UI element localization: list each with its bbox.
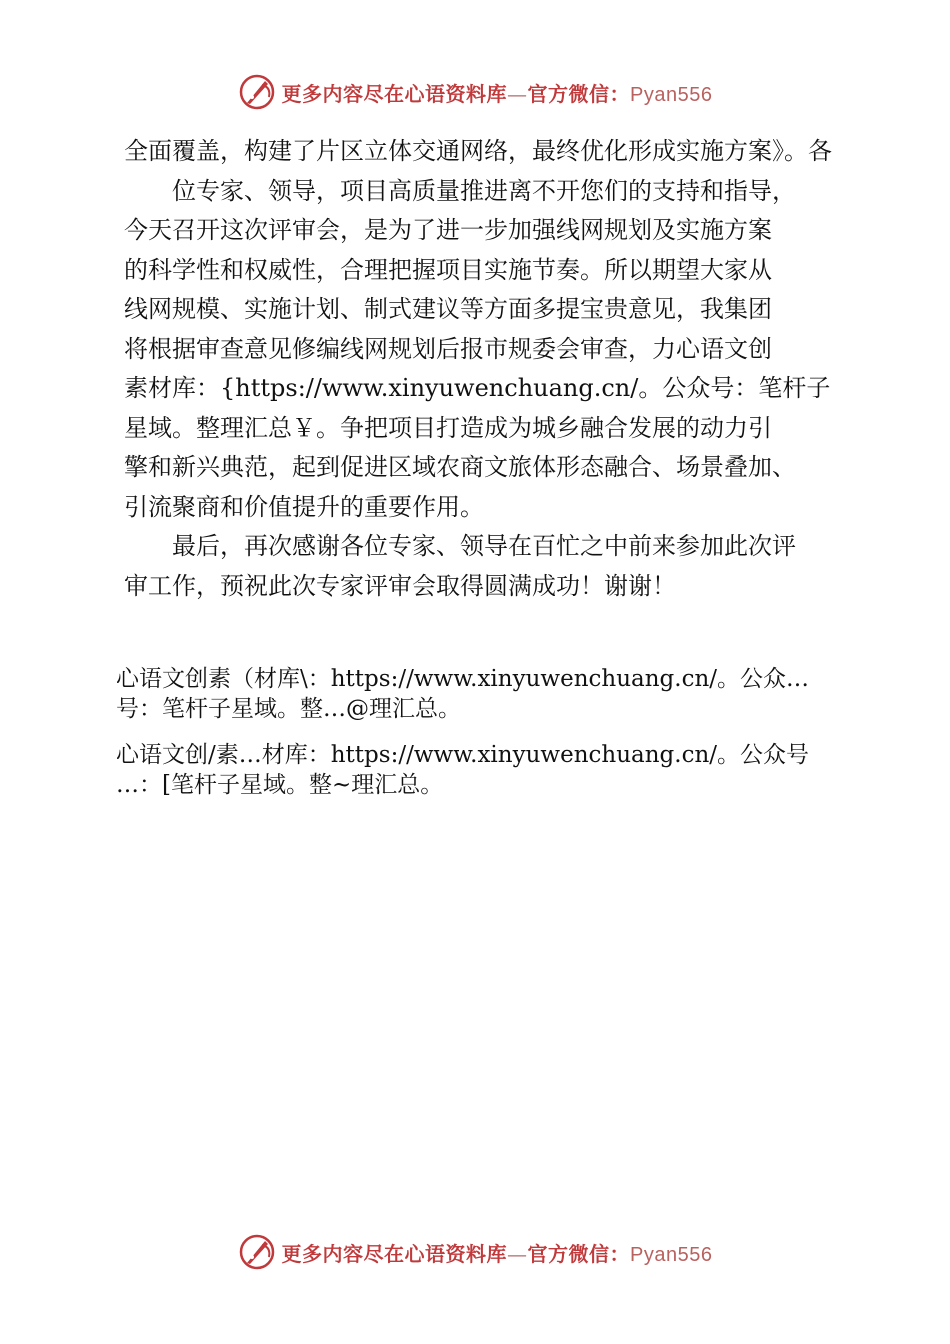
body-line: 星域。整理汇总￥。争把项目打造成为城乡融合发展的动力引 [124, 413, 772, 442]
source-note-line: 心语文创素（材库\：https://www.xinyuwenchuang.cn/。公众… [116, 666, 810, 692]
body-line: 的科学性和权威性，合理把握项目实施节奏。所以期望大家从 [124, 255, 772, 284]
quill-pen-logo-icon [238, 73, 276, 111]
banner-wechat-label: 官方微信： [527, 81, 631, 106]
source-note [116, 664, 856, 724]
body-line: 将根据审查意见修编线网规划后报市规委会审查，力心语文创 [124, 334, 772, 363]
source-note-line: 号：笔杆子星域。整…@理汇总。 [116, 696, 461, 722]
body-line: 全面覆盖，构建了片区立体交通网络，最终优化形成实施方案》。各 [124, 137, 832, 165]
banner-title: 更多内容尽在心语资料库 [281, 81, 508, 106]
banner-title: 更多内容尽在心语资料库 [281, 1241, 508, 1266]
source-note [116, 740, 856, 800]
source-note-line: …：[笔杆子星域。整~理汇总。 [116, 772, 444, 798]
body-line: 线网规模、实施计划、制式建议等方面多提宝贵意见，我集团 [124, 295, 772, 323]
banner-text [282, 1238, 713, 1267]
body-line: 素材库：{https://www.xinyuwenchuang.cn/。公众号：笔杆子 [124, 374, 831, 402]
banner-wechat-label: 官方微信： [527, 1241, 631, 1266]
banner-wechat-id: Pyan556 [630, 83, 713, 106]
source-notes [116, 664, 856, 816]
body-line: 今天召开这次评审会，是为了进一步加强线网规划及实施方案 [124, 216, 772, 244]
body-line: 位专家、领导，项目高质量推进离不开您们的支持和指导， [124, 176, 796, 205]
document-body [124, 132, 854, 606]
body-line: 引流聚商和价值提升的重要作用。 [124, 492, 484, 521]
banner-text [282, 78, 713, 107]
banner-dash: — [507, 81, 528, 106]
body-line: 擎和新兴典范，起到促进区域农商文旅体形态融合、场景叠加、 [124, 453, 796, 481]
quill-pen-logo-icon [238, 1233, 276, 1271]
footer-banner [0, 1230, 950, 1274]
header-banner [0, 70, 950, 114]
banner-wechat-id: Pyan556 [630, 1243, 713, 1266]
body-line: 审工作，预祝此次专家评审会取得圆满成功！谢谢！ [124, 571, 676, 600]
source-note-line: 心语文创/素…材库：https://www.xinyuwenchuang.cn/。公众号 [116, 742, 810, 768]
banner-dash: — [507, 1241, 528, 1266]
body-line: 最后，再次感谢各位专家、领导在百忙之中前来参加此次评 [124, 532, 796, 560]
